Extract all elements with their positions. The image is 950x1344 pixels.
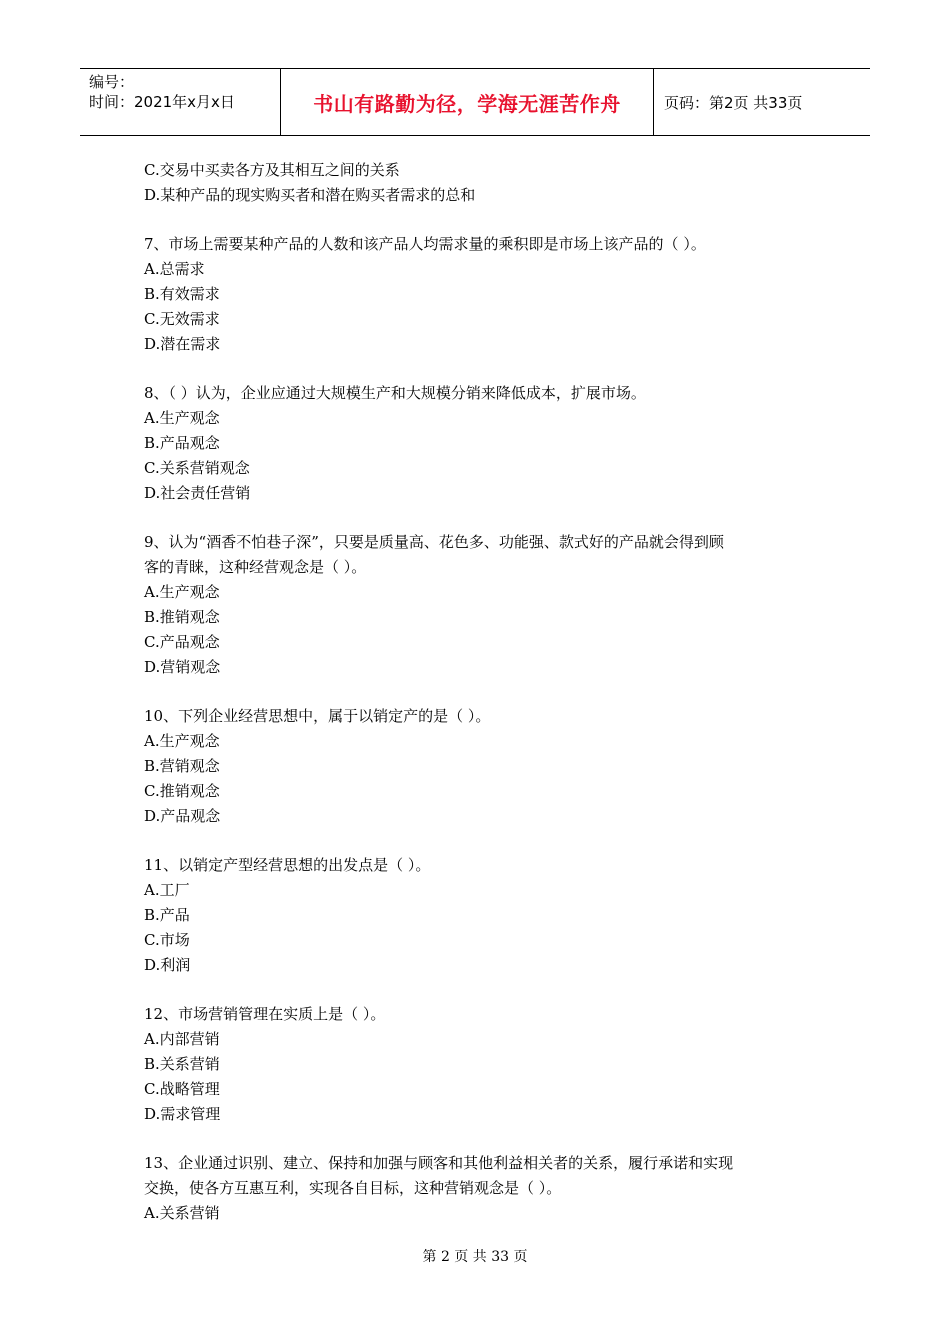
paragraph-gap [144, 357, 814, 381]
option-line: C.无效需求 [144, 310, 220, 328]
header-page-info: 页码：第2页 共33页 [664, 93, 803, 112]
option-line: C.市场 [144, 931, 190, 949]
option-line: A.工厂 [144, 881, 190, 899]
option-line: C.产品观念 [144, 633, 220, 651]
page-footer: 第 2 页 共 33 页 [422, 1249, 528, 1265]
paragraph-gap [144, 978, 814, 1002]
option-line: B.营销观念 [144, 757, 220, 775]
time-label: 时间：2021年x月x日 [89, 93, 235, 111]
code-label: 编号： [89, 73, 135, 91]
question-8: 8、（ ）认为，企业应通过大规模生产和大规模分销来降低成本，扩展市场。 [144, 384, 646, 402]
paragraph-gap [144, 208, 814, 232]
question-11: 11、以销定产型经营思想的出发点是（ ）。 [144, 856, 431, 874]
option-line: B.产品 [144, 906, 190, 924]
option-line: B.有效需求 [144, 285, 220, 303]
option-line: A.关系营销 [144, 1204, 220, 1222]
option-line: A.生产观念 [144, 409, 220, 427]
question-12: 12、市场营销管理在实质上是（ ）。 [144, 1005, 386, 1023]
option-line: D.利润 [144, 956, 191, 974]
option-line: D.营销观念 [144, 658, 221, 676]
paragraph-gap [144, 680, 814, 704]
question-9: 9、认为“酒香不怕巷子深”，只要是质量高、花色多、功能强、款式好的产品就会得到顾 [144, 533, 724, 551]
option-line: A.内部营销 [144, 1030, 220, 1048]
option-line: A.生产观念 [144, 732, 220, 750]
option-line: D.产品观念 [144, 807, 221, 825]
option-line: B.产品观念 [144, 434, 220, 452]
question-9-cont: 客的青睐，这种经营观念是（ ）。 [144, 558, 367, 576]
option-line: B.关系营销 [144, 1055, 220, 1073]
text-line: C.交易中买卖各方及其相互之间的关系 [144, 161, 400, 179]
header-motto: 书山有路勤为径，学海无涯苦作舟 [281, 69, 654, 135]
option-line: D.需求管理 [144, 1105, 221, 1123]
option-line: C.推销观念 [144, 782, 220, 800]
option-line: A.总需求 [144, 260, 205, 278]
question-13: 13、企业通过识别、建立、保持和加强与顾客和其他利益相关者的关系，履行承诺和实现 [144, 1154, 734, 1172]
question-10: 10、下列企业经营思想中，属于以销定产的是（ ）。 [144, 707, 491, 725]
paragraph-gap [144, 506, 814, 530]
paragraph-gap [144, 1127, 814, 1151]
option-line: B.推销观念 [144, 608, 220, 626]
question-7: 7、市场上需要某种产品的人数和该产品人均需求量的乘积即是市场上该产品的（ ）。 [144, 235, 706, 253]
option-line: D.社会责任营销 [144, 484, 251, 502]
document-body [144, 158, 814, 1226]
header-meta [80, 69, 281, 135]
option-line: C.关系营销观念 [144, 459, 250, 477]
paragraph-gap [144, 829, 814, 853]
text-line: D.某种产品的现实购买者和潜在购买者需求的总和 [144, 186, 476, 204]
question-13-cont: 交换，使各方互惠互利，实现各自目标，这种营销观念是（ ）。 [144, 1179, 562, 1197]
option-line: D.潜在需求 [144, 335, 221, 353]
option-line: C.战略管理 [144, 1080, 220, 1098]
page-header [80, 68, 870, 136]
option-line: A.生产观念 [144, 583, 220, 601]
